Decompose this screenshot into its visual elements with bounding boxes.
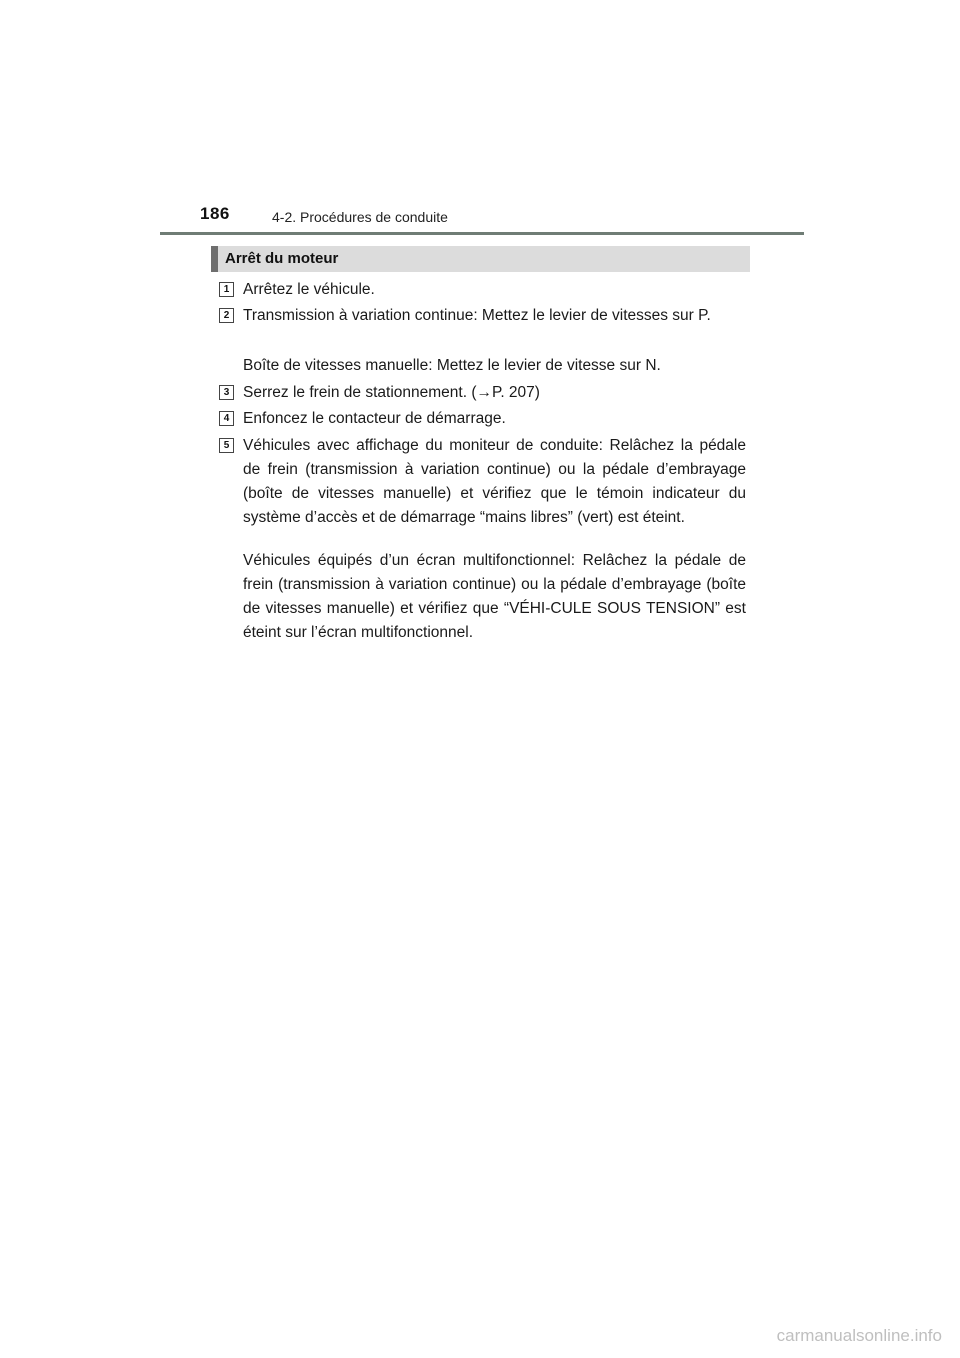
section-heading-bar [211, 246, 750, 272]
section-path: 4-2. Procédures de conduite [272, 209, 448, 225]
step-badge-2: 2 [219, 308, 234, 323]
header-rule [160, 232, 804, 235]
page-number: 186 [200, 204, 230, 223]
step-5-multifunction-text: Véhicules équipés d’un écran multifonctionnel: Relâchez la pédale de frein (transmission à variation continue) ou la pédale d’embrayage (boîte de vitesses manuelle) et vérifiez que “VÉHI-CULE SOUS TENSION” est éteint sur l’écran multifonctionnel. [243, 552, 746, 641]
step-2-manual-text: Boîte de vitesses manuelle: Mettez le levier de vitesse sur N. [243, 357, 661, 374]
step-1-text: Arrêtez le véhicule. [243, 281, 375, 298]
step-3-text: Serrez le frein de stationnement. (→P. 207) [243, 384, 540, 401]
step-badge-3: 3 [219, 385, 234, 400]
section-heading: Arrêt du moteur [225, 250, 339, 267]
step-badge-5: 5 [219, 438, 234, 453]
step-5-text: Véhicules avec affichage du moniteur de conduite: Relâchez la pédale de frein (transmission à variation continue) ou la pédale d’embrayage (boîte de vitesses manuelle) et vérifiez que le témoin indicateur du système d’accès et de démarrage “mains libres” (vert) est éteint. [243, 437, 746, 526]
step-2-text: Transmission à variation continue: Mettez le levier de vitesses sur P. [243, 307, 711, 324]
step-badge-4: 4 [219, 411, 234, 426]
section-heading-accent [211, 246, 218, 272]
step-4-text: Enfoncez le contacteur de démarrage. [243, 410, 506, 427]
step-badge-1: 1 [219, 282, 234, 297]
watermark: carmanualsonline.info [776, 1326, 942, 1345]
